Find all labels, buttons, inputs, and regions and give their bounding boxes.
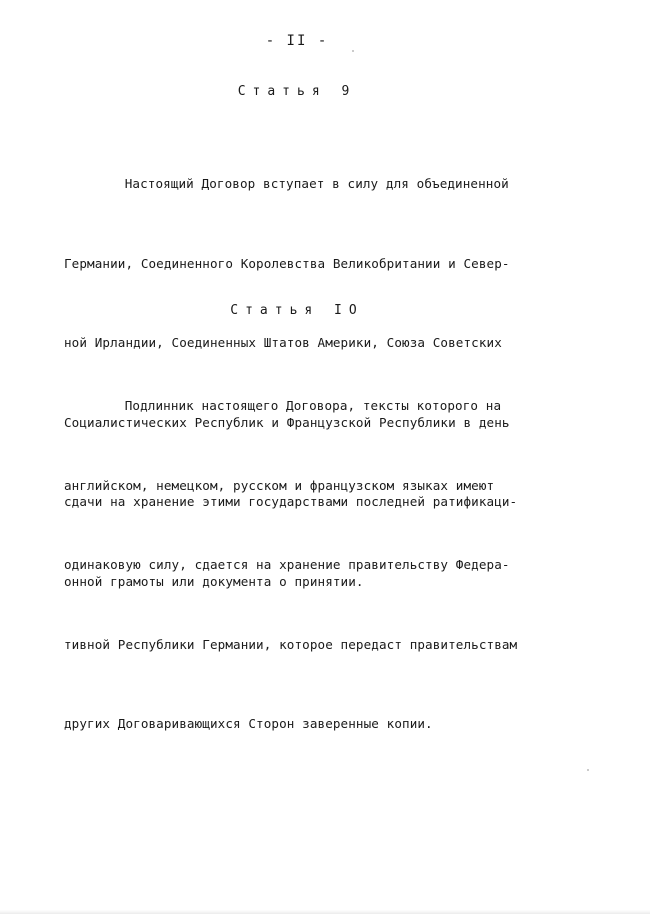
text-line: Социалистических Республик и Французской Республики в день	[64, 414, 510, 430]
paper-speck	[352, 50, 354, 52]
page-bottom-edge	[0, 910, 650, 914]
text-line: Настоящий Договор вступает в силу для объединенной	[94, 176, 509, 191]
page-number: - II -	[265, 33, 329, 49]
article-10-text	[64, 340, 614, 791]
text-line: других Договаривающихся Сторон заверенные копии.	[64, 716, 433, 731]
text-line: Подлинник настоящего Договора, тексты которого на	[94, 398, 502, 413]
text-line: английском, немецком, русском и французском языках имеют	[64, 477, 495, 493]
article-10-heading: Статья IO	[230, 303, 364, 318]
text-line: Германии, Соединенного Королевства Великобритании и Север-	[64, 255, 510, 271]
article-9-heading: Статья 9	[237, 84, 357, 99]
text-line: одинаковую силу, сдается на хранение правительству Федера-	[64, 557, 510, 572]
text-line: ной Ирландии, Соединенных Штатов Америки, Союза Советских	[64, 335, 502, 350]
text-line: сдачи на хранение этими государствами последней ратификаци-	[64, 494, 518, 509]
text-line: тивной Республики Германии, которое передаст правительствам	[64, 636, 518, 652]
paper-speck	[587, 769, 589, 771]
text-line: онной грамоты или документа о принятии.	[64, 573, 364, 589]
